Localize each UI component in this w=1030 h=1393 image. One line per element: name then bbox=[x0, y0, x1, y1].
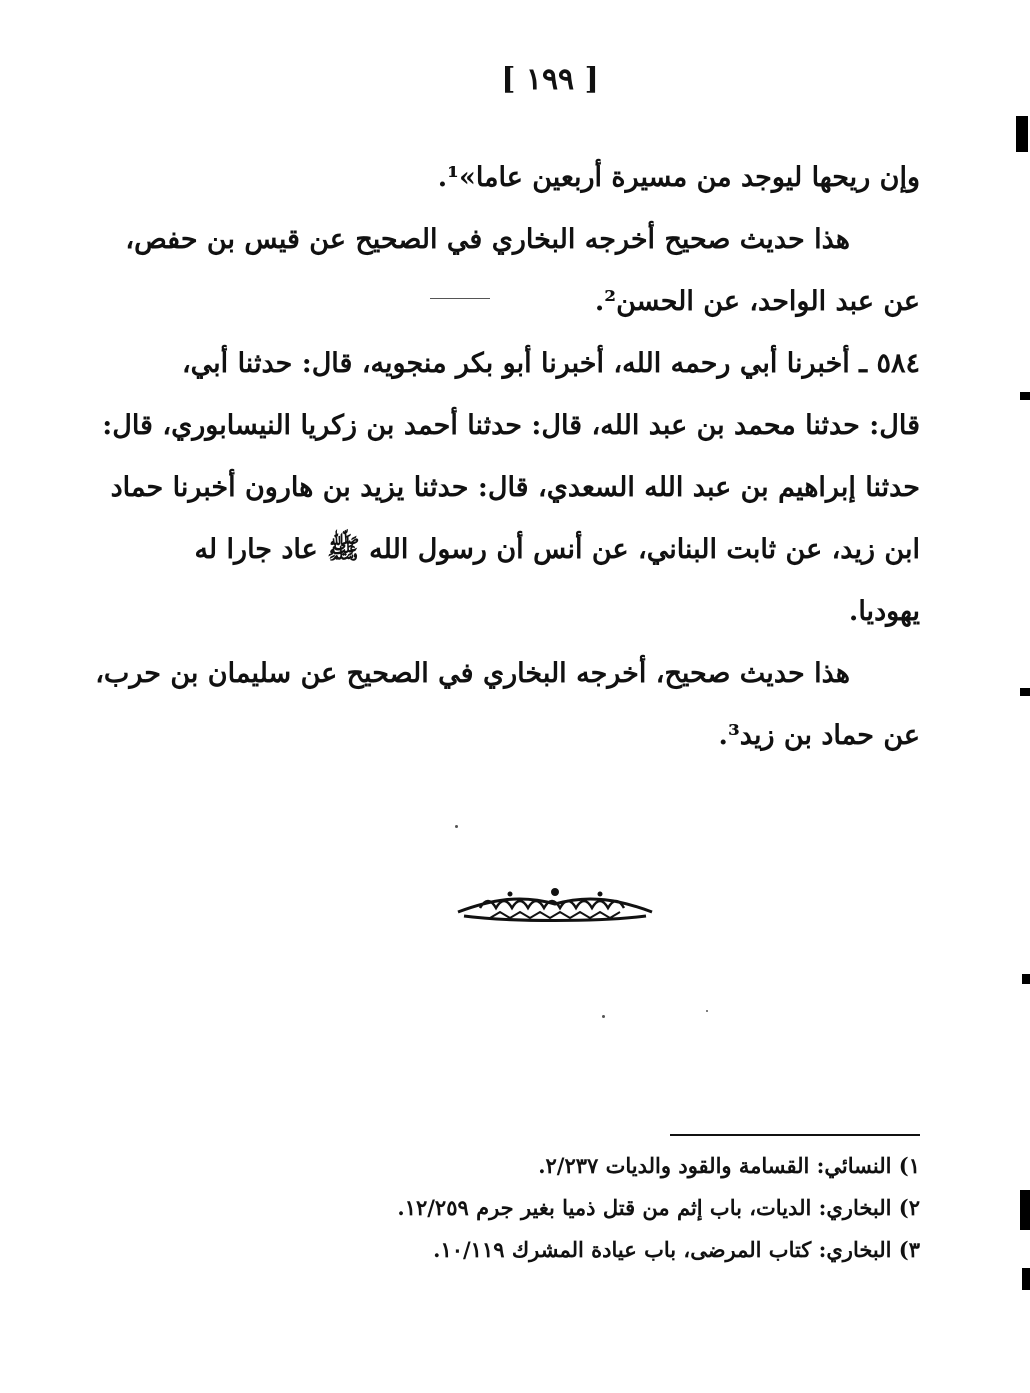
text-line: وإن ريحها ليوجد من مسيرة أربعين عاما»¹. bbox=[437, 162, 920, 193]
scan-speck bbox=[602, 1015, 605, 1018]
scan-speck bbox=[455, 825, 458, 828]
footnote: ٣) البخاري: كتاب المرضى، باب عيادة المشرك ١٠/١١٩. bbox=[433, 1237, 920, 1262]
text-line: حدثنا إبراهيم بن عبد الله السعدي، قال: حدثنا يزيد بن هارون أخبرنا حماد bbox=[110, 472, 920, 503]
scan-edge-mark bbox=[1022, 1268, 1030, 1290]
text-line: يهوديا. bbox=[848, 596, 920, 627]
text-line: ابن زيد، عن ثابت البناني، عن أنس أن رسول الله ﷺ عاد جارا له bbox=[194, 534, 920, 565]
footnote: ١) النسائي: القسامة والقود والديات ٢/٢٣٧. bbox=[538, 1153, 920, 1178]
text-line: هذا حديث صحيح، أخرجه البخاري في الصحيح عن سليمان بن حرب، bbox=[95, 658, 850, 689]
scan-speck bbox=[430, 298, 490, 299]
footnote: ٢) البخاري: الديات، باب إثم من قتل ذميا بغير جرم ١٢/٢٥٩. bbox=[397, 1195, 920, 1220]
page-number: [ ١٩٩ ] bbox=[501, 62, 599, 97]
scan-edge-mark bbox=[1022, 974, 1030, 984]
footnote-separator bbox=[670, 1134, 920, 1136]
body-text bbox=[95, 152, 920, 772]
text-line: عن عبد الواحد، عن الحسن². bbox=[594, 286, 920, 317]
text-line: قال: حدثنا محمد بن عبد الله، قال: حدثنا أحمد بن زكريا النيسابوري، قال: bbox=[102, 410, 920, 441]
scan-edge-mark bbox=[1020, 392, 1030, 400]
text-line: هذا حديث صحيح أخرجه البخاري في الصحيح عن قيس بن حفص، bbox=[125, 224, 850, 255]
scan-edge-mark bbox=[1016, 116, 1028, 152]
decorative-ornament bbox=[450, 880, 660, 930]
scan-speck bbox=[706, 1010, 708, 1012]
scan-edge-mark bbox=[1020, 688, 1030, 696]
scan-edge-mark bbox=[1020, 1190, 1030, 1230]
hadith-number-line: ٥٨٤ ـ أخبرنا أبي رحمه الله، أخبرنا أبو بكر منجويه، قال: حدثنا أبي، bbox=[181, 348, 920, 379]
footnotes bbox=[320, 1146, 920, 1272]
text-line: عن حماد بن زيد³. bbox=[718, 720, 920, 751]
